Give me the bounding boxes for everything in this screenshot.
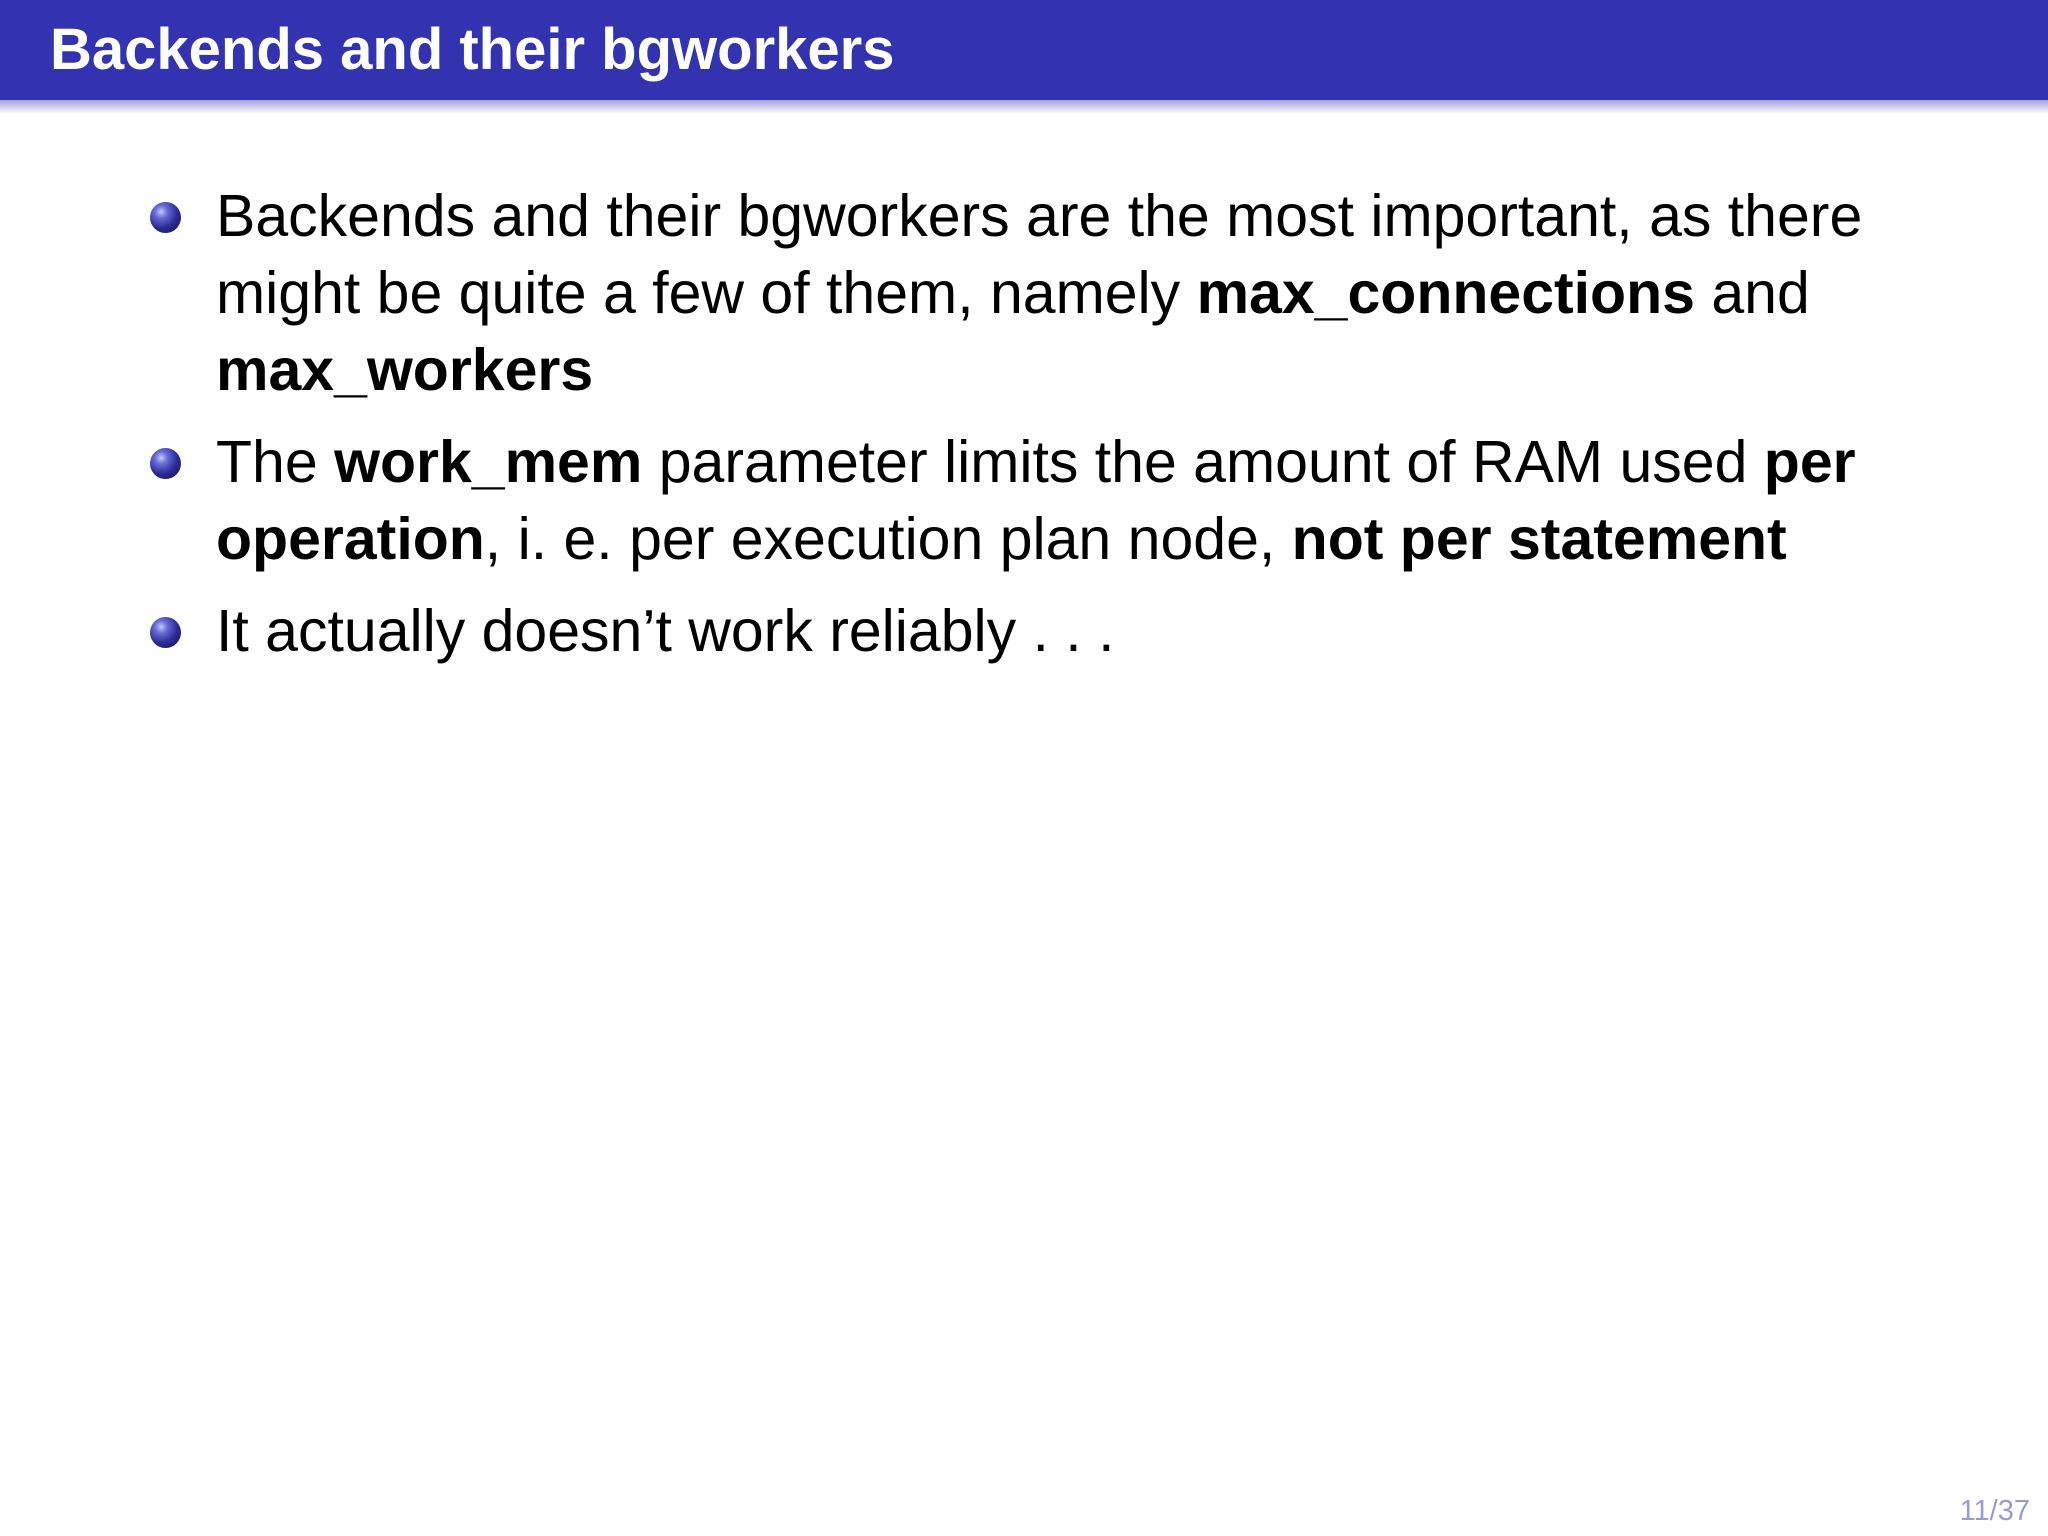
item-text: parameter limits the amount of RAM used [642,429,1764,495]
list-item [140,593,1940,670]
item-text: , i. e. per execution plan node, [484,506,1292,572]
item-text: and [1694,260,1810,326]
item-bold-text: work_mem [334,429,643,495]
item-bold-text: not per statement [1291,506,1787,572]
page-number: 11/37 [1959,1495,2030,1527]
list-item [140,178,1940,409]
bullet-ball-icon [150,202,181,233]
bullet-ball-icon [150,617,181,648]
slide-content [140,178,1940,685]
item-bold-text: per operation [216,429,1856,572]
bullet-ball-icon [150,448,181,479]
frame-title-bar [0,0,2048,100]
title-bar-shadow [0,100,2048,114]
item-bold-text: max_workers [216,337,594,403]
item-text: It actually doesn’t work reliably . . . [216,598,1115,664]
item-text: Backends and their bgworkers are the most important, as there might be quite a few of them, namely [216,183,1863,326]
frame-title: Backends and their bgworkers [50,17,895,82]
item-bold-text: max_connections [1196,260,1695,326]
item-text: The [216,429,335,495]
list-item [140,424,1940,578]
